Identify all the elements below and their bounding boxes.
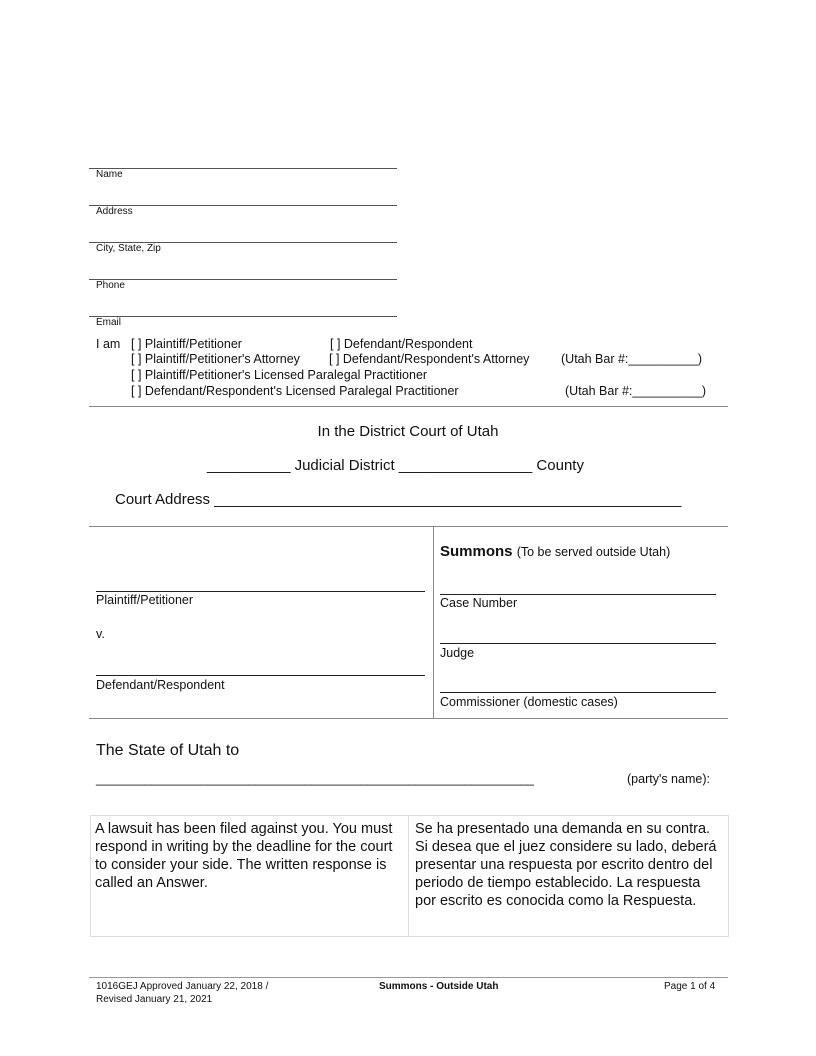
- email-line[interactable]: [89, 316, 397, 317]
- city-label: City, State, Zip: [96, 243, 161, 254]
- district-line[interactable]: __________ Judicial District ________________ County: [207, 457, 584, 474]
- commissioner-line[interactable]: [440, 692, 716, 693]
- checkbox-plaintiff[interactable]: [ ] Plaintiff/Petitioner: [131, 337, 242, 351]
- commissioner-label: Commissioner (domestic cases): [440, 695, 618, 709]
- i-am-label: I am: [96, 337, 121, 351]
- notice-divider: [408, 815, 409, 936]
- defendant-line[interactable]: [96, 675, 425, 676]
- plaintiff-line[interactable]: [96, 591, 425, 592]
- utah-bar-1[interactable]: (Utah Bar #:__________): [561, 352, 703, 366]
- defendant-label: Defendant/Respondent: [96, 678, 225, 692]
- utah-bar-2[interactable]: (Utah Bar #:__________): [565, 384, 707, 398]
- court-title: In the District Court of Utah: [317, 423, 499, 440]
- phone-label: Phone: [96, 280, 125, 291]
- court-address-line[interactable]: Court Address ________________________________________________________: [115, 491, 682, 508]
- footer-form-id: 1016GEJ Approved January 22, 2018 /: [96, 981, 269, 992]
- checkbox-plaintiff-lpp[interactable]: [ ] Plaintiff/Petitioner's Licensed Paralegal Practitioner: [131, 368, 428, 382]
- case-number-line[interactable]: [440, 594, 716, 595]
- footer-page: Page 1 of 4: [664, 981, 716, 992]
- address-line[interactable]: [89, 205, 397, 206]
- footer-rule: [89, 977, 728, 978]
- address-label: Address: [96, 206, 133, 217]
- versus: v.: [96, 627, 105, 641]
- checkbox-plaintiff-attorney[interactable]: [ ] Plaintiff/Petitioner's Attorney: [131, 352, 300, 366]
- name-label: Name: [96, 169, 123, 180]
- summons-title: Summons: [440, 543, 513, 560]
- notice-spanish: Se ha presentado una demanda en su contra. Si desea que el juez considere su lado, deberá presentar una respuesta por escrito dentro del periodo de tiempo establecido. La respuesta por escrito es conocida como la Respuesta.: [415, 821, 717, 909]
- name-line[interactable]: [89, 168, 397, 169]
- case-number-label: Case Number: [440, 596, 518, 610]
- plaintiff-label: Plaintiff/Petitioner: [96, 593, 194, 607]
- judge-line[interactable]: [440, 643, 716, 644]
- caption-divider: [433, 526, 434, 718]
- state-to-heading: The State of Utah to: [96, 742, 240, 759]
- divider: [89, 406, 728, 407]
- footer-revised: Revised January 21, 2021: [96, 994, 213, 1005]
- caption-bottom-rule: [89, 718, 728, 719]
- party-name-line[interactable]: _______________________________________________________________: [96, 772, 534, 786]
- email-label: Email: [96, 317, 122, 328]
- judge-label: Judge: [440, 646, 475, 660]
- checkbox-defendant-lpp[interactable]: [ ] Defendant/Respondent's Licensed Paralegal Practitioner: [131, 384, 459, 398]
- summons-subtitle: (To be served outside Utah): [516, 545, 671, 559]
- party-name-label: (party's name):: [627, 772, 710, 786]
- notice-english: A lawsuit has been filed against you. You must respond in writing by the deadline for the court to consider your side. The written response is called an Answer.: [95, 821, 393, 891]
- caption-top-rule: [89, 526, 728, 527]
- checkbox-defendant[interactable]: [ ] Defendant/Respondent: [330, 337, 473, 351]
- checkbox-defendant-attorney[interactable]: [ ] Defendant/Respondent's Attorney: [329, 352, 530, 366]
- phone-line[interactable]: [89, 279, 397, 280]
- footer-title: Summons - Outside Utah: [379, 981, 499, 992]
- summons-heading: [440, 543, 670, 560]
